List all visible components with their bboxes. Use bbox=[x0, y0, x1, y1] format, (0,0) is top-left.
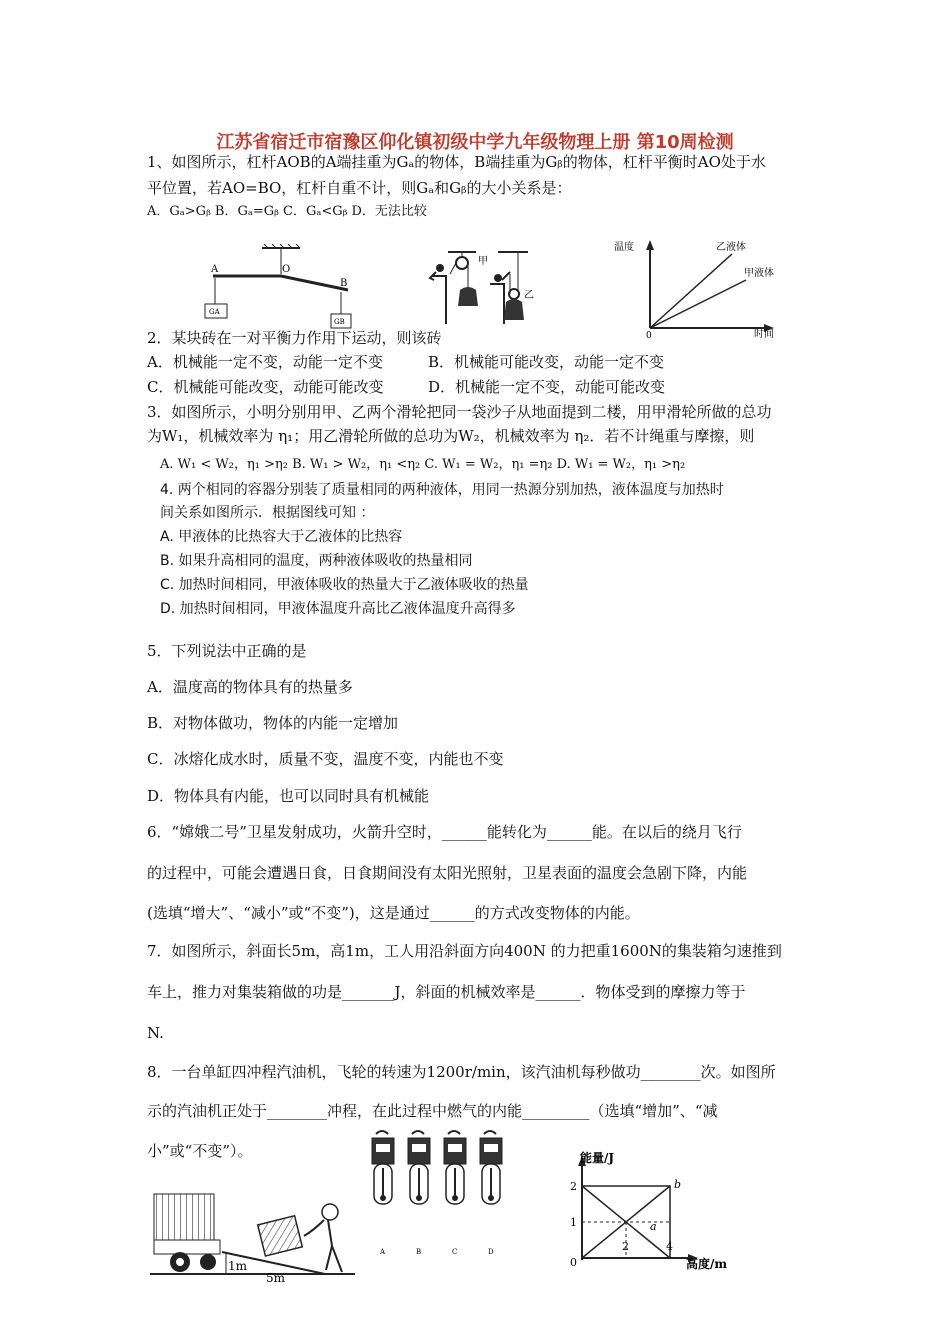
energy-x4: 4 bbox=[666, 1240, 673, 1253]
energy-point-a: a bbox=[650, 1220, 657, 1233]
q7-line3: N. bbox=[147, 1024, 164, 1042]
q3-line2: 为W₁，机械效率为 η₁；用乙滑轮所做的总功为W₂，机械效率为 η₂．若不计绳重与摩擦，则 bbox=[147, 427, 755, 445]
lever-label-a: A bbox=[211, 264, 219, 275]
lever-figure bbox=[200, 244, 360, 330]
temp-ylabel: 温度 bbox=[614, 242, 634, 253]
q4-option-d: D. 加热时间相同，甲液体温度升高比乙液体温度升高得多 bbox=[160, 601, 516, 617]
q4-option-a: A. 甲液体的比热容大于乙液体的比热容 bbox=[160, 529, 403, 545]
page-title: 江苏省宿迁市宿豫区仰化镇初级中学九年级物理上册 第10周检测 bbox=[216, 132, 734, 153]
energy-y1: 1 bbox=[570, 1216, 577, 1229]
temp-line-jia: 甲液体 bbox=[744, 268, 774, 279]
energy-height-chart bbox=[562, 1150, 752, 1270]
temp-xlabel: 时间 bbox=[754, 329, 774, 338]
q1-line1: 1、如图所示，杠杆AOB的A端挂重为Gₐ的物体，B端挂重为Gᵦ的物体，杠杆平衡时AO处于水 bbox=[147, 153, 766, 171]
ramp-length-label: 5m bbox=[266, 1271, 286, 1285]
q1-line2: 平位置，若AO=BO，杠杆自重不计，则Gₐ和Gᵦ的大小关系是： bbox=[147, 179, 572, 197]
q4-option-b: B. 如果升高相同的温度，两种液体吸收的热量相同 bbox=[160, 553, 473, 569]
q2-stem: 2．某块砖在一对平衡力作用下运动，则该砖 bbox=[147, 329, 442, 347]
temp-origin: 0 bbox=[646, 331, 652, 338]
energy-y2: 2 bbox=[570, 1180, 577, 1193]
engine-label-a: A bbox=[380, 1248, 386, 1256]
engine-label-d: D bbox=[488, 1248, 494, 1256]
lever-label-gb: GB bbox=[334, 318, 345, 326]
ramp-height-label: 1m bbox=[228, 1259, 248, 1273]
energy-ylabel: 能量/J bbox=[580, 1151, 615, 1165]
q3-options: A. W₁ < W₂，η₁ >η₂ B. W₁ > W₂，η₁ <η₂ C. W₁ = W₂，η₁ =η₂ D. W₁ = W₂，η₁ >η₂ bbox=[160, 457, 686, 472]
q6-line1: 6．“嫦娥二号”卫星发射成功，火箭升空时，______能转化为______能。在以后的绕月飞行 bbox=[147, 823, 742, 841]
lever-label-b: B bbox=[340, 278, 348, 289]
q5-stem: 5．下列说法中正确的是 bbox=[147, 642, 307, 660]
q2-option-a: A．机械能一定不变，动能一定不变 bbox=[147, 353, 383, 371]
q5-option-d: D．物体具有内能，也可以同时具有机械能 bbox=[147, 787, 430, 805]
lever-label-o: O bbox=[282, 264, 291, 275]
pulley-label-jia: 甲 bbox=[478, 256, 488, 267]
q3-line1: 3．如图所示，小明分别用甲、乙两个滑轮把同一袋沙子从地面提到二楼，用甲滑轮所做的总功 bbox=[147, 403, 772, 421]
pulley-label-yi: 乙 bbox=[524, 290, 534, 301]
q2-option-b: B．机械能可能改变，动能一定不变 bbox=[428, 353, 665, 371]
temperature-time-chart bbox=[612, 236, 792, 338]
engine-label-c: C bbox=[452, 1248, 458, 1256]
temp-line-yi: 乙液体 bbox=[716, 242, 746, 253]
engine-label-b: B bbox=[416, 1248, 422, 1256]
q5-option-a: A．温度高的物体具有的热量多 bbox=[147, 678, 353, 696]
q6-line3: (选填“增大”、“减小”或“不变”)，这是通过______的方式改变物体的内能。 bbox=[147, 904, 640, 922]
lever-label-ga: GA bbox=[209, 308, 220, 316]
q1-options: A．Gₐ>Gᵦ B．Gₐ=Gᵦ C．Gₐ<Gᵦ D．无法比较 bbox=[147, 204, 427, 219]
pulley-figure bbox=[418, 250, 543, 326]
q7-line2: 车上，推力对集装箱做的功是_______J，斜面的机械效率是______．物体受到的摩擦力等于 bbox=[147, 983, 746, 1001]
engine-strokes-figure bbox=[368, 1128, 528, 1258]
q8-line2: 示的汽油机正处于________冲程，在此过程中燃气的内能_________（选填“增加”、“减 bbox=[147, 1102, 718, 1120]
energy-xlabel: 高度/m bbox=[686, 1257, 728, 1270]
energy-x0: 0 bbox=[570, 1256, 577, 1269]
q8-line1: 8．一台单缸四冲程汽油机，飞轮的转速为1200r/min，该汽油机每秒做功________次。如图所 bbox=[147, 1063, 776, 1081]
q2-option-c: C．机械能可能改变，动能可能改变 bbox=[147, 378, 384, 396]
q6-line2: 的过程中，可能会遭遇日食，日食期间没有太阳光照射，卫星表面的温度会急剧下降，内能 bbox=[147, 864, 748, 882]
q7-line1: 7．如图所示，斜面长5m，高1m，工人用沿斜面方向400N 的力把重1600N的集装箱匀速推到 bbox=[147, 942, 782, 960]
energy-point-b: b bbox=[674, 1178, 682, 1191]
energy-x2: 2 bbox=[622, 1240, 629, 1253]
q4-option-c: C. 加热时间相同，甲液体吸收的热量大于乙液体吸收的热量 bbox=[160, 577, 529, 593]
q5-option-b: B．对物体做功，物体的内能一定增加 bbox=[147, 714, 399, 732]
q8-line3: 小”或“不变”）。 bbox=[147, 1142, 253, 1160]
q4-line2: 间关系如图所示．根据图线可知 ： bbox=[160, 505, 375, 521]
ramp-figure bbox=[150, 1190, 360, 1320]
q5-option-c: C．冰熔化成水时，质量不变，温度不变，内能也不变 bbox=[147, 750, 504, 768]
q4-line1: 4. 两个相同的容器分别装了质量相同的两种液体，用同一热源分别加热，液体温度与加热时 bbox=[160, 482, 724, 498]
q2-option-d: D．机械能一定不变，动能可能改变 bbox=[428, 378, 666, 396]
